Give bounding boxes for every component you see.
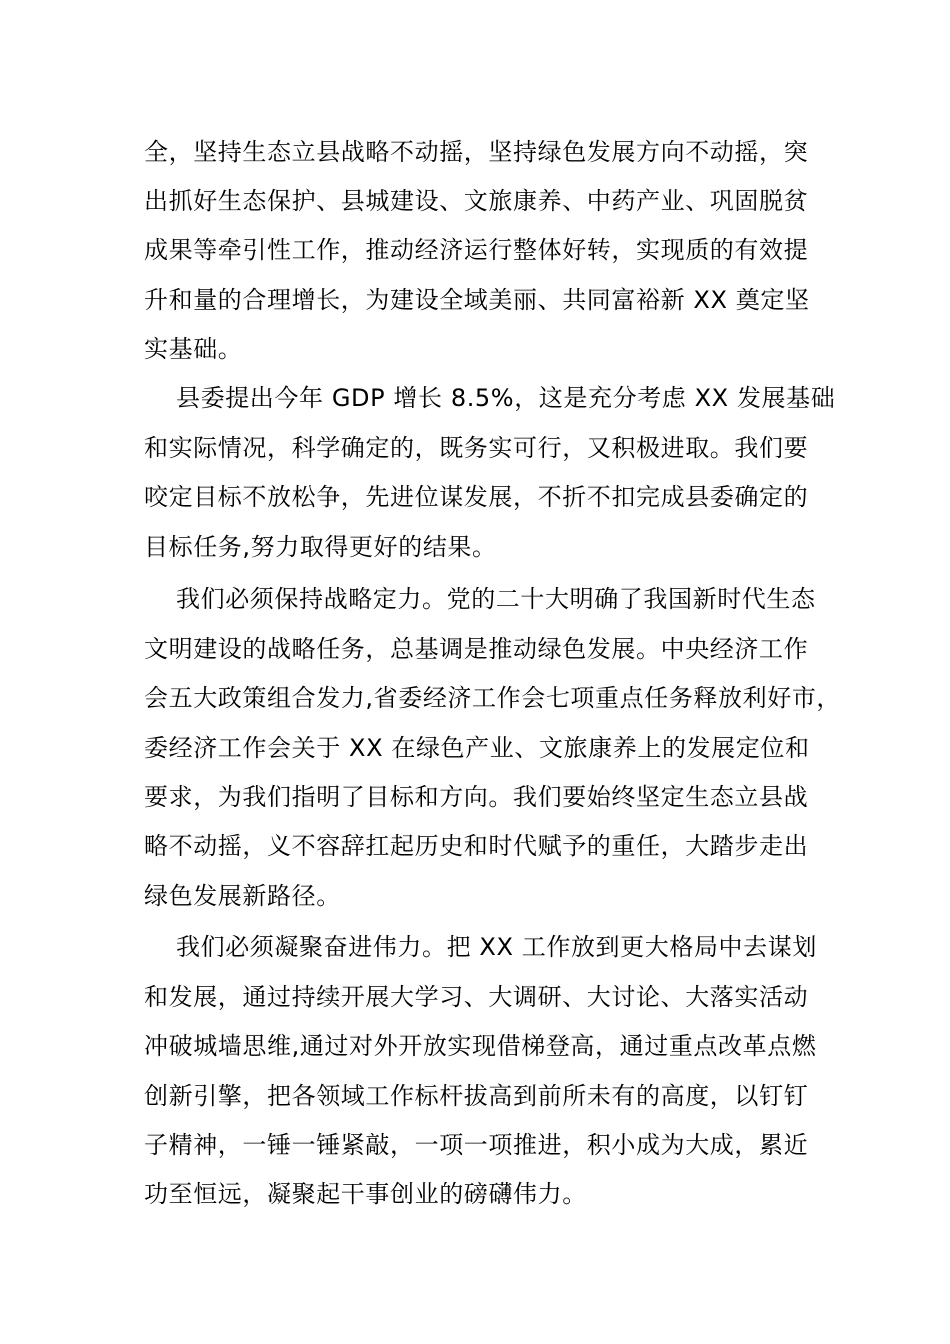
text-line: 我们必须保持战略定力。党的二十大明确了我国新时代生态 — [176, 585, 816, 613]
text-line: 咬定目标不放松争，先进位谋发展，不折不扣完成县委确定的 — [144, 483, 809, 511]
text-line: 升和量的合理增长，为建设全域美丽、共同富裕新 XX 奠定坚 — [144, 286, 810, 314]
text-line: 功至恒远，凝聚起干事创业的磅礴伟力。 — [144, 1180, 587, 1208]
text-line: 子精神，一锤一锤紧敲，一项一项推进，积小成为大成，累近 — [144, 1131, 809, 1159]
text-line: 略不动摇，义不容辞扛起历史和时代赋予的重任，大踏步走出 — [144, 832, 809, 860]
text-line: 成果等牵引性工作，推动经济运行整体好转，实现质的有效提 — [144, 236, 809, 264]
text-line: 和实际情况，科学确定的，既务实可行，又积极进取。我们要 — [144, 434, 809, 462]
text-line: 实基础。 — [144, 335, 243, 363]
text-line: 和发展，通过持续开展大学习、大调研、大讨论、大落实活动 — [144, 983, 809, 1011]
text-line: 县委提出今年 GDP 增长 8.5%，这是充分考虑 XX 发展基础 — [176, 384, 836, 412]
text-line: 出抓好生态保护、县城建设、文旅康养、中药产业、巩固脱贫 — [144, 187, 809, 215]
text-line: 会五大政策组合发力,省委经济工作会七项重点任务释放利好市， — [144, 684, 842, 712]
text-line: 要求，为我们指明了目标和方向。我们要始终坚定生态立县战 — [144, 783, 809, 811]
text-line: 目标任务,努力取得更好的结果。 — [144, 533, 497, 561]
text-line: 委经济工作会关于 XX 在绿色产业、文旅康养上的发展定位和 — [144, 734, 810, 762]
text-line: 冲破城墙思维,通过对外开放实现借梯登高，通过重点改革点燃 — [144, 1032, 817, 1060]
text-line: 我们必须凝聚奋进伟力。把 XX 工作放到更大格局中去谋划 — [176, 933, 817, 961]
text-line: 文明建设的战略任务，总基调是推动绿色发展。中央经济工作 — [144, 635, 809, 663]
text-line: 创新引擎，把各领域工作标杆拔高到前所未有的高度，以钉钉 — [144, 1082, 809, 1110]
text-line: 绿色发展新路径。 — [144, 882, 341, 910]
text-line: 全，坚持生态立县战略不动摇，坚持绿色发展方向不动摇，突 — [144, 138, 809, 166]
